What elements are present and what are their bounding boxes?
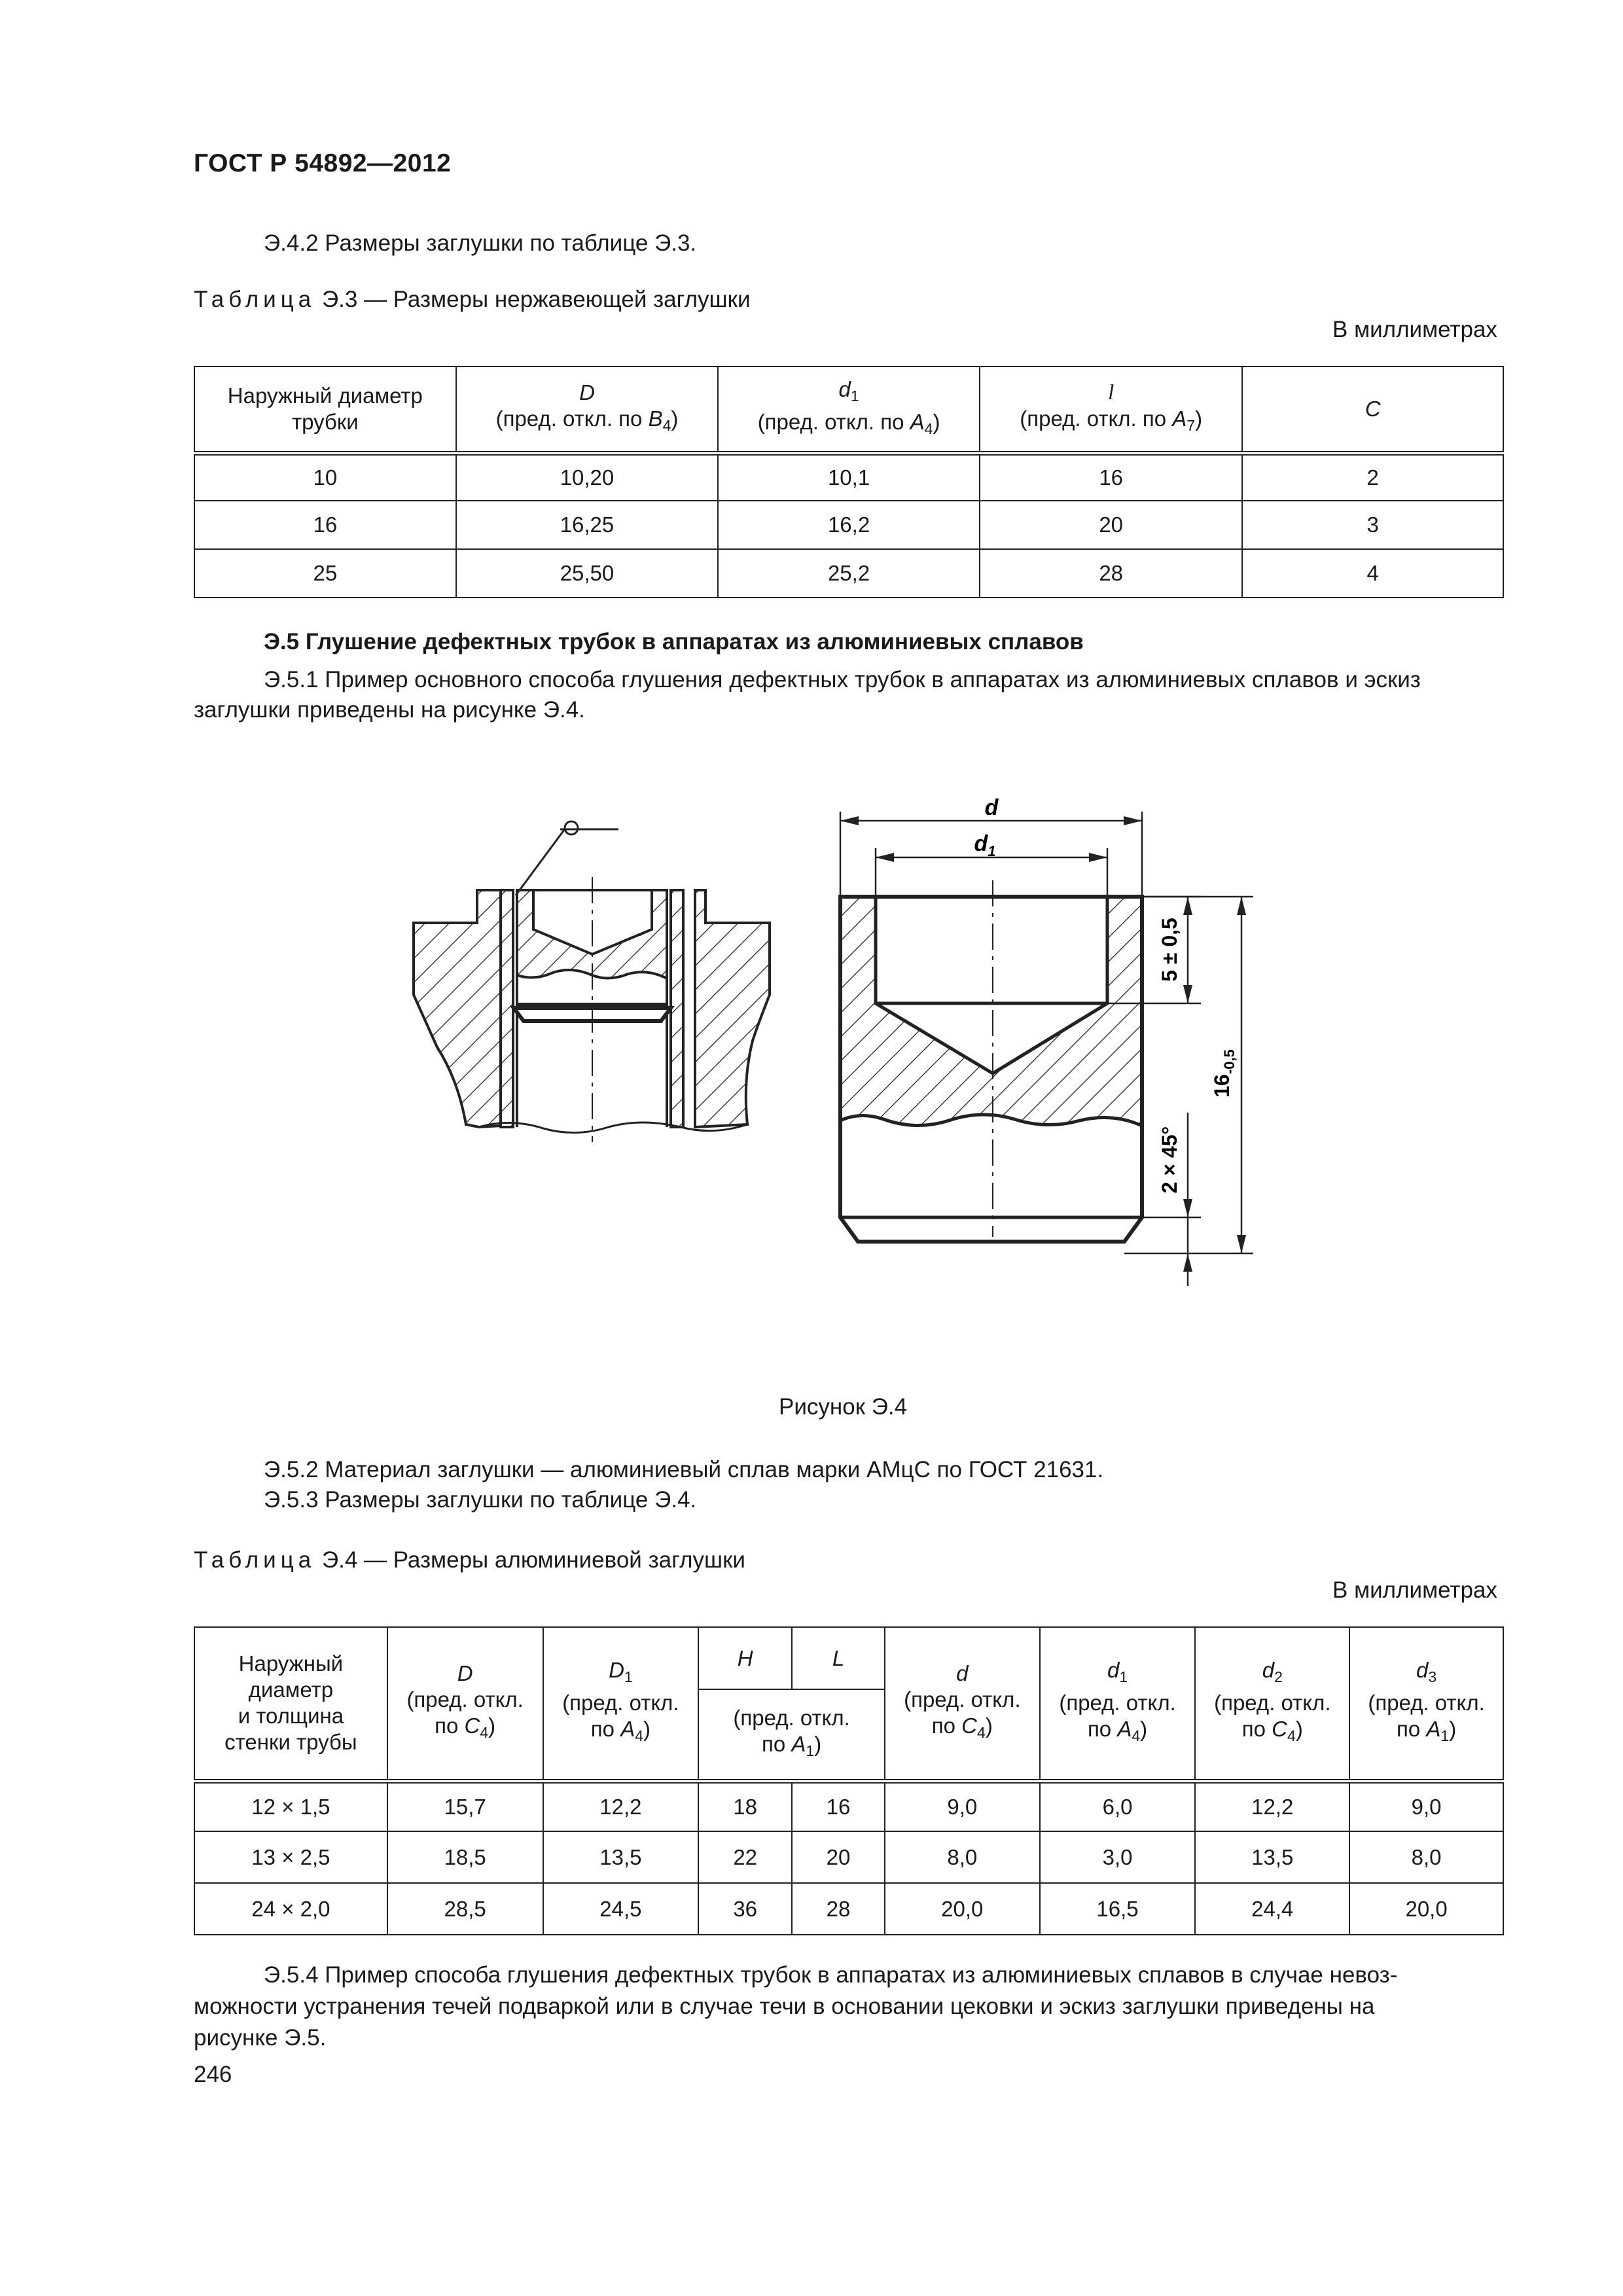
header-d1: $d_1$ (пред. откл. по $A_4$) [1040,1627,1196,1781]
table-row: 25 25,50 25,2 28 4 [194,549,1503,598]
header-outer-diameter-wall: Наружный диаметр и толщина стенки трубы [194,1627,387,1781]
header-l: l (пред. откл. по $A_7$) [980,367,1243,453]
table-row: 24 × 2,0 28,5 24,5 36 28 20,0 16,5 24,4 20,0 [194,1883,1503,1935]
table-row: 13 × 2,5 18,5 13,5 22 20 8,0 3,0 13,5 8,0 [194,1831,1503,1883]
header-D1: $D_1$ (пред. откл. по $A_4$) [543,1627,699,1781]
dim-d1-label: $d_1$ [974,831,996,859]
header-C: C [1242,367,1503,453]
table-row: 16 16,25 16,2 20 3 [194,501,1503,549]
table-e3-units: В миллиметрах [1332,317,1497,342]
header-L: L [792,1627,885,1689]
plug-detail-sketch [840,795,1253,1286]
table-e4-units: В миллиметрах [1332,1577,1497,1603]
table-e4-header-row-1 [194,1627,1503,1689]
header-outer-diameter: Наружный диаметр трубки [194,367,456,453]
page-number: 246 [194,2062,232,2087]
left-assembly-sketch [414,821,770,1142]
paragraph-e54-line2: можности устранения течей подваркой или в случае течи в основании цековки и эскиз заглушки приведены на [194,1994,1375,2019]
paragraph-e51-line1: Э.5.1 Пример основного способа глушения дефектных трубок в аппаратах из алюминиевых сплавов и эскиз [264,667,1421,692]
table-row: 10 10,20 10,1 16 2 [194,453,1503,501]
header-d: d (пред. откл. по $C_4$) [885,1627,1040,1781]
paragraph-e52: Э.5.2 Материал заглушки — алюминиевый сплав марки АМцС по ГОСТ 21631. [264,1457,1104,1482]
table-e3-header-row [194,367,1503,453]
header-D: D (пред. откл. по $B_4$) [456,367,719,453]
dim-16-label: $16_{-0,5}$ [1210,1049,1238,1098]
table-e3-caption: Таблица Э.3 — Размеры нержавеющей заглушки [194,287,751,312]
header-HL-tolerance: (пред. откл. по $A_1$) [698,1689,885,1781]
table-e4 [194,1626,1504,1935]
header-d3: $d_3$ (пред. откл. по $A_1$) [1349,1627,1503,1781]
paragraph-e54-line1: Э.5.4 Пример способа глушения дефектных трубок в аппаратах из алюминиевых сплавов в случае невоз- [264,1962,1398,1988]
table-row: 12 × 1,5 15,7 12,2 18 16 9,0 6,0 12,2 9,0 [194,1781,1503,1831]
header-d2: $d_2$ (пред. откл. по $C_4$) [1195,1627,1349,1781]
page-header: ГОСТ Р 54892—2012 [194,149,452,177]
dim-chamfer-label: 2 × 45° [1158,1126,1181,1194]
paragraph-e53: Э.5.3 Размеры заглушки по таблице Э.4. [264,1487,697,1513]
header-D: D (пред. откл. по $C_4$) [387,1627,543,1781]
section-e5-title: Э.5 Глушение дефектных трубок в аппаратах из алюминиевых сплавов [264,629,1084,655]
paragraph-e51-line2: заглушки приведены на рисунке Э.4. [194,697,585,723]
table-e3 [194,366,1504,598]
header-d1: $d_1$ (пред. откл. по $A_4$) [718,367,980,453]
figure-e4 [0,772,1623,1322]
dim-d-label: d [984,795,999,820]
dim-5-label: 5 ± 0,5 [1158,918,1181,982]
figure-caption: Рисунок Э.4 [779,1394,908,1420]
paragraph-e54-line3: рисунке Э.5. [194,2025,327,2051]
table-e4-caption: Таблица Э.4 — Размеры алюминиевой заглушки [194,1547,745,1573]
paragraph-e42: Э.4.2 Размеры заглушки по таблице Э.3. [264,230,697,256]
header-H: H [698,1627,792,1689]
